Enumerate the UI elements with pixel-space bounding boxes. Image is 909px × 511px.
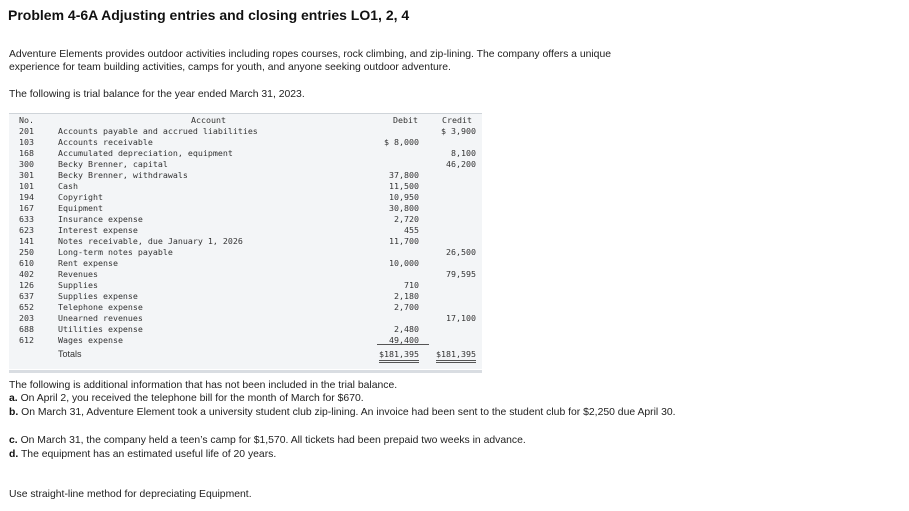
totals-label: Totals bbox=[58, 349, 82, 359]
cell-no: 101 bbox=[19, 181, 34, 191]
totals-credit: $181,395 bbox=[436, 349, 476, 363]
cell-account: Telephone expense bbox=[58, 302, 143, 312]
header-credit: Credit bbox=[442, 115, 472, 125]
header-no: No. bbox=[19, 115, 34, 125]
cell-no: 250 bbox=[19, 247, 34, 257]
table-row bbox=[9, 247, 482, 258]
depreciation-method-note: Use straight-line method for depreciating Equipment. bbox=[9, 489, 252, 500]
cell-no: 300 bbox=[19, 159, 34, 169]
table-row bbox=[9, 324, 482, 335]
item-b-letter: b. bbox=[9, 407, 19, 418]
item-d-letter: d. bbox=[9, 449, 19, 460]
cell-debit: 11,500 bbox=[389, 181, 419, 191]
debit-sum-rule bbox=[377, 344, 429, 345]
cell-account: Insurance expense bbox=[58, 214, 143, 224]
cell-account: Copyright bbox=[58, 192, 103, 202]
table-row bbox=[9, 269, 482, 280]
table-row bbox=[9, 159, 482, 170]
cell-account: Equipment bbox=[58, 203, 103, 213]
cell-account: Accounts receivable bbox=[58, 137, 153, 147]
cell-credit: 8,100 bbox=[451, 148, 476, 158]
table-scrollbar[interactable] bbox=[9, 370, 482, 373]
header-debit: Debit bbox=[393, 115, 418, 125]
cell-no: 168 bbox=[19, 148, 34, 158]
table-row bbox=[9, 258, 482, 269]
cell-debit: 10,950 bbox=[389, 192, 419, 202]
cell-no: 623 bbox=[19, 225, 34, 235]
company-description bbox=[9, 48, 611, 74]
totals-row bbox=[9, 349, 482, 360]
cell-debit: 30,800 bbox=[389, 203, 419, 213]
cell-account: Accumulated depreciation, equipment bbox=[58, 148, 233, 158]
cell-account: Revenues bbox=[58, 269, 98, 279]
cell-no: 633 bbox=[19, 214, 34, 224]
table-row bbox=[9, 302, 482, 313]
cell-debit: 11,700 bbox=[389, 236, 419, 246]
cell-no: 201 bbox=[19, 126, 34, 136]
additional-item-c bbox=[9, 434, 526, 447]
cell-debit: 2,480 bbox=[394, 324, 419, 334]
cell-debit: 2,720 bbox=[394, 214, 419, 224]
item-a-text: On April 2, you received the telephone bill for the month of March for $670. bbox=[20, 393, 364, 404]
table-row bbox=[9, 225, 482, 236]
cell-debit: $ 8,000 bbox=[384, 137, 419, 147]
table-row bbox=[9, 280, 482, 291]
cell-account: Utilities expense bbox=[58, 324, 143, 334]
trial-balance-header-row bbox=[9, 115, 482, 126]
cell-no: 652 bbox=[19, 302, 34, 312]
cell-account: Interest expense bbox=[58, 225, 138, 235]
cell-no: 637 bbox=[19, 291, 34, 301]
cell-account: Wages expense bbox=[58, 335, 123, 345]
additional-info-intro: The following is additional information that has not been included in the trial balance. bbox=[9, 380, 398, 391]
cell-account: Rent expense bbox=[58, 258, 118, 268]
header-account: Account bbox=[191, 115, 226, 125]
item-c-text: On March 31, the company held a teen’s camp for $1,570. All tickets had been prepaid two weeks in advance. bbox=[20, 435, 526, 446]
trial-balance-table bbox=[9, 113, 482, 369]
cell-no: 126 bbox=[19, 280, 34, 290]
trial-balance-intro: The following is trial balance for the year ended March 31, 2023. bbox=[9, 89, 305, 100]
table-row bbox=[9, 192, 482, 203]
cell-account: Supplies bbox=[58, 280, 98, 290]
description-line-1: Adventure Elements provides outdoor activities including ropes courses, rock climbing, and zip-lining. The company offers a unique bbox=[9, 49, 612, 60]
table-row bbox=[9, 137, 482, 148]
cell-account: Notes receivable, due January 1, 2026 bbox=[58, 236, 243, 246]
item-c-letter: c. bbox=[9, 435, 18, 446]
cell-account: Long-term notes payable bbox=[58, 247, 173, 257]
cell-debit: 37,800 bbox=[389, 170, 419, 180]
description-line-2: experience for team building activities, camps for youth, and anyone seeking outdoor adventure. bbox=[9, 62, 451, 73]
cell-no: 688 bbox=[19, 324, 34, 334]
table-row bbox=[9, 203, 482, 214]
cell-credit: 46,200 bbox=[446, 159, 476, 169]
problem-title: Problem 4-6A Adjusting entries and closing entries LO1, 2, 4 bbox=[8, 7, 410, 23]
cell-debit: 49,400 bbox=[389, 335, 419, 345]
table-row bbox=[9, 170, 482, 181]
cell-no: 141 bbox=[19, 236, 34, 246]
cell-debit: 2,700 bbox=[394, 302, 419, 312]
cell-account: Supplies expense bbox=[58, 291, 138, 301]
cell-account: Becky Brenner, withdrawals bbox=[58, 170, 188, 180]
cell-account: Unearned revenues bbox=[58, 313, 143, 323]
table-row bbox=[9, 291, 482, 302]
cell-no: 610 bbox=[19, 258, 34, 268]
additional-item-b bbox=[9, 406, 729, 419]
item-a-letter: a. bbox=[9, 393, 18, 404]
table-row bbox=[9, 214, 482, 225]
item-d-text: The equipment has an estimated useful life of 20 years. bbox=[20, 449, 277, 460]
cell-debit: 2,180 bbox=[394, 291, 419, 301]
cell-no: 167 bbox=[19, 203, 34, 213]
cell-account: Becky Brenner, capital bbox=[58, 159, 168, 169]
cell-credit: $ 3,900 bbox=[441, 126, 476, 136]
cell-no: 103 bbox=[19, 137, 34, 147]
table-row bbox=[9, 236, 482, 247]
table-row bbox=[9, 148, 482, 159]
cell-account: Accounts payable and accrued liabilities bbox=[58, 126, 258, 136]
item-b-text: On March 31, Adventure Element took a university student club zip-lining. An invoice had been sent to the student club for $2,250 due April 30. bbox=[21, 407, 676, 418]
cell-debit: 710 bbox=[404, 280, 419, 290]
table-row bbox=[9, 313, 482, 324]
table-row bbox=[9, 126, 482, 137]
cell-credit: 17,100 bbox=[446, 313, 476, 323]
cell-credit: 26,500 bbox=[446, 247, 476, 257]
cell-no: 612 bbox=[19, 335, 34, 345]
cell-no: 194 bbox=[19, 192, 34, 202]
cell-debit: 455 bbox=[404, 225, 419, 235]
additional-item-d bbox=[9, 448, 276, 461]
cell-debit: 10,000 bbox=[389, 258, 419, 268]
cell-no: 301 bbox=[19, 170, 34, 180]
cell-no: 402 bbox=[19, 269, 34, 279]
totals-debit: $181,395 bbox=[379, 349, 419, 363]
additional-item-a bbox=[9, 392, 364, 405]
cell-account: Cash bbox=[58, 181, 78, 191]
table-row bbox=[9, 181, 482, 192]
cell-no: 203 bbox=[19, 313, 34, 323]
cell-credit: 79,595 bbox=[446, 269, 476, 279]
